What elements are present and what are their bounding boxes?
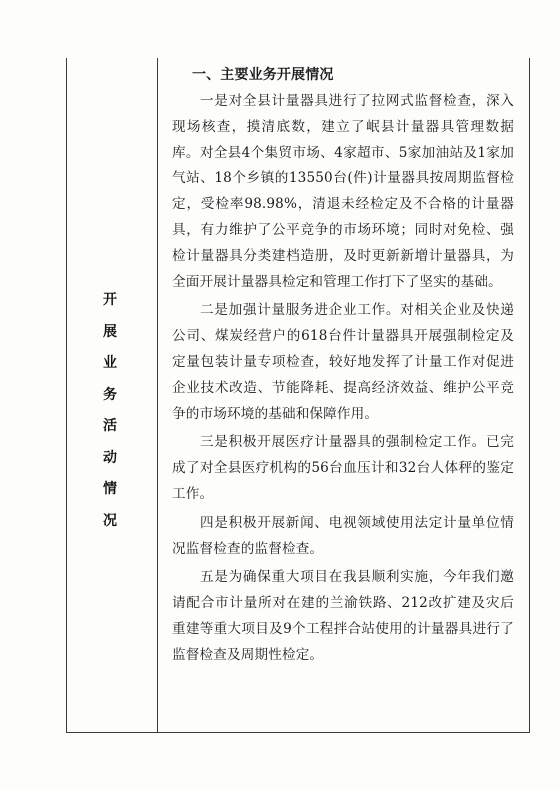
- row-label-char: 展: [103, 323, 117, 340]
- row-label-char: 开: [103, 292, 117, 308]
- paragraph-5: 五是为确保重大项目在我县顺利实施，今年我们邀请配合市计量所对在建的兰渝铁路、212改扩建及灾后重建等重大项目及9个工程拌合站使用的计量器具进行了监督检查及周期性检定。: [172, 569, 514, 663]
- paragraph-2: 二是加强计量服务进企业工作。对相关企业及快递公司、煤炭经营户的618台件计量器具开展强制检定及定量包装计量专项检查，较好地发挥了计量工作对促进企业技术改造、节能降耗、提高经济效益、维护公平竞争的市场环境的基础和保障作用。: [172, 302, 514, 422]
- section-heading: 一、主要业务开展情况: [192, 67, 334, 83]
- row-label-char: 务: [103, 386, 117, 403]
- content-cell: [172, 62, 514, 669]
- column-divider: [157, 58, 158, 733]
- row-label: [98, 285, 122, 537]
- paragraph-1: 一是对全县计量器具进行了拉网式监督检查，深入现场核查，摸清底数，建立了岷县计量器具管理数据库。对全县4个集贸市场、4家超市、5家加油站及1家加气站、18个乡镇的13550台(件)计量器具按周期监督检定，受检率98.98%，清退未经检定及不合格的计量器具，有力维护了公平竞争的市场环境；同时对免检、强检计量器具分类建档造册，及时更新新增计量器具，为全面开展计量器具检定和管理工作打下了坚实的基础。: [172, 93, 514, 290]
- paragraph-4: 四是积极开展新闻、电视领域使用法定计量单位情况监督检查的监督检查。: [172, 514, 514, 557]
- paragraph-3: 三是积极开展医疗计量器具的强制检定工作。已完成了对全县医疗机构的56台血压计和32台人体秤的鉴定工作。: [172, 434, 514, 502]
- row-label-char: 况: [103, 512, 117, 529]
- row-label-char: 情: [103, 481, 117, 497]
- row-label-char: 活: [103, 418, 117, 434]
- row-label-char: 动: [103, 449, 117, 466]
- row-label-char: 业: [103, 355, 117, 371]
